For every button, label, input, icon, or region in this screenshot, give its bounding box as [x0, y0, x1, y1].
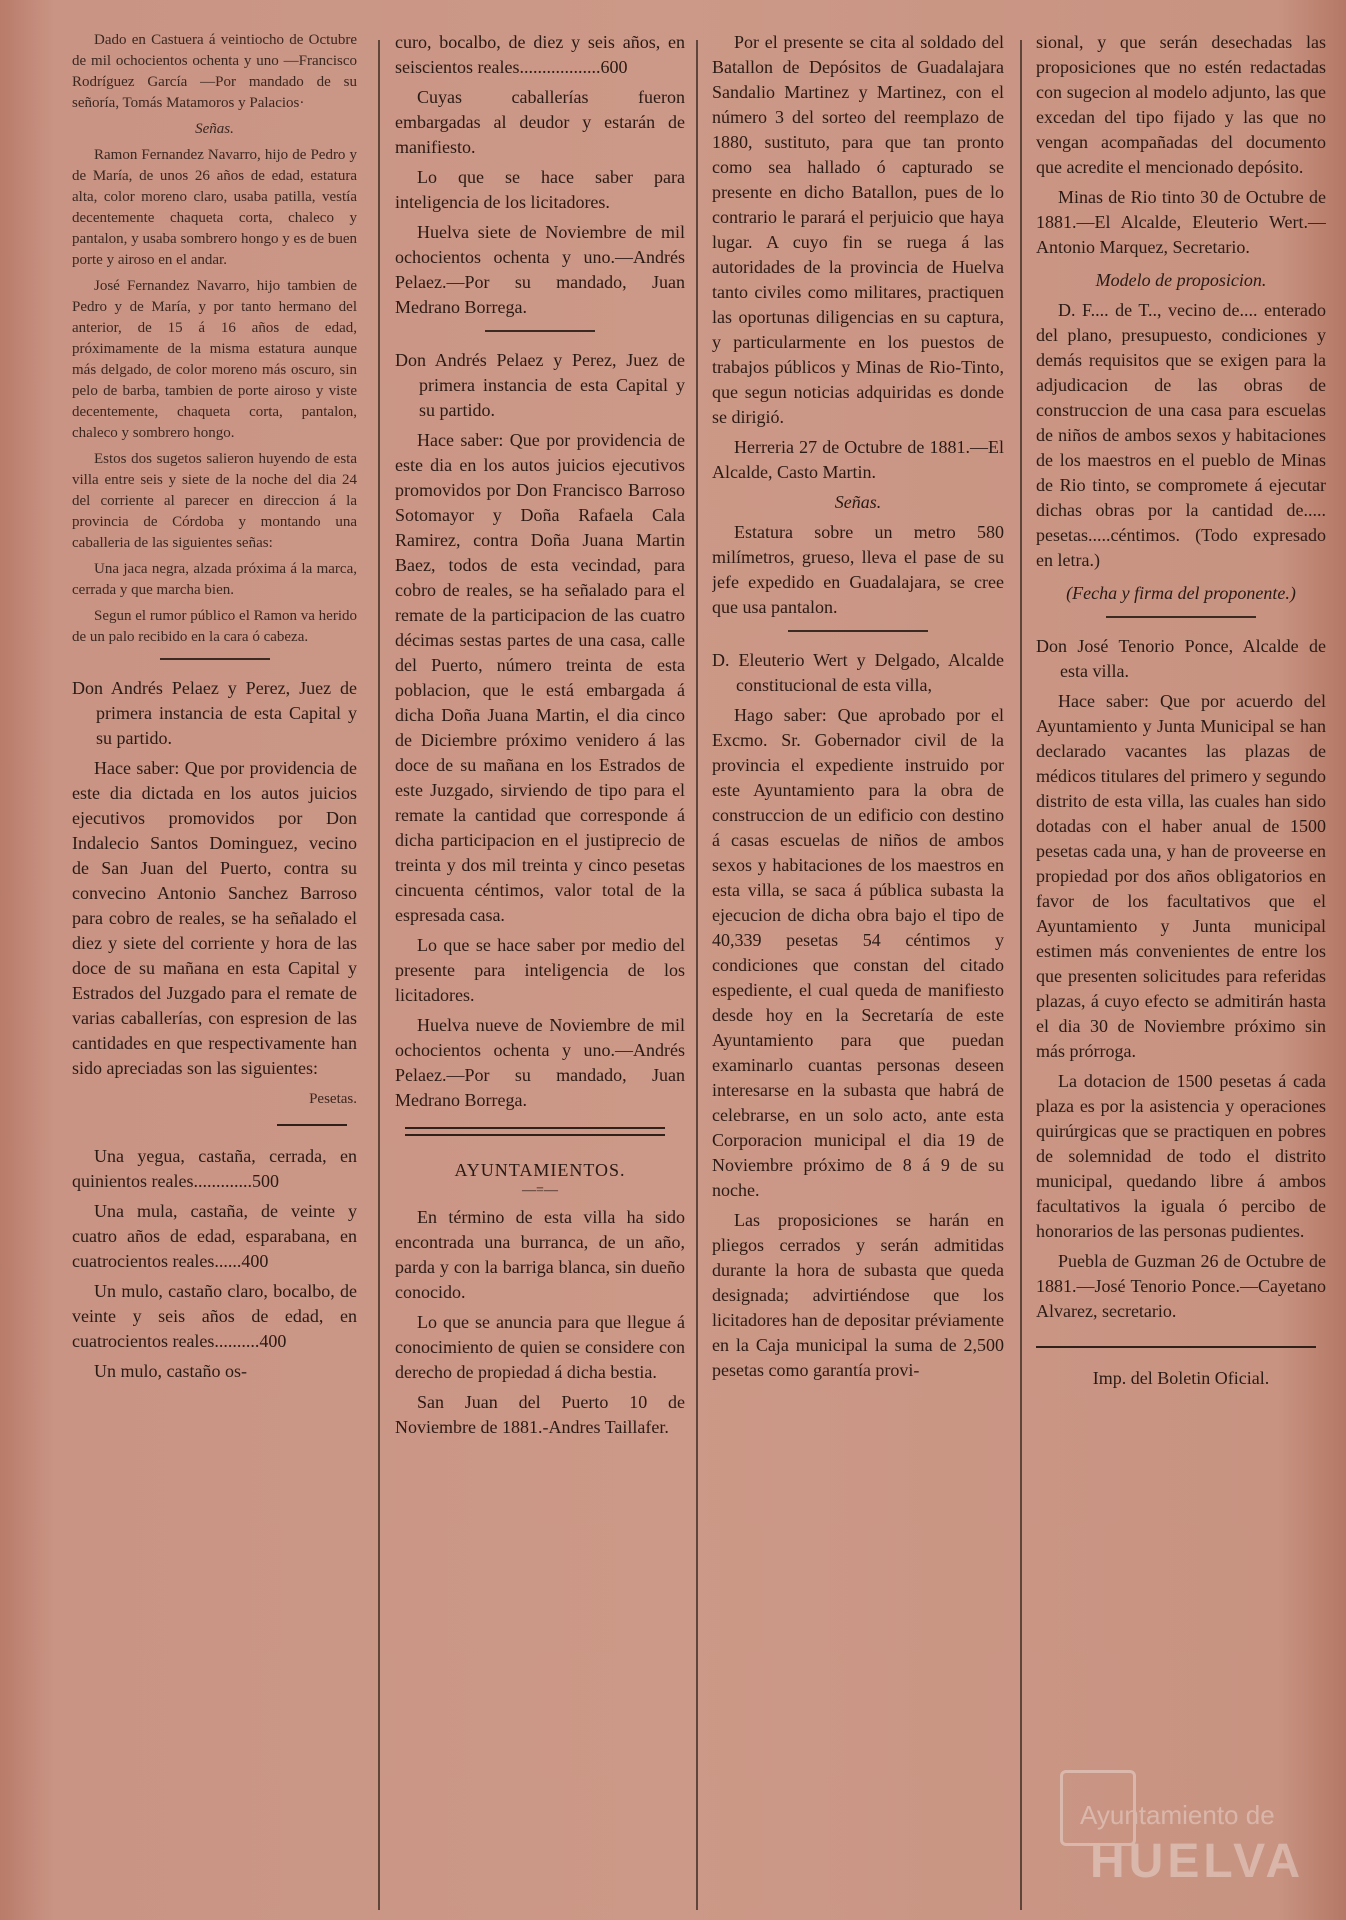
edict-body: Hace saber: Que por providencia de este dia dictada en los autos juicios ejecutivos promovidos por Don Indalecio Santos Dominguez, vecino de San Juan del Puerto, contra su convecino Antonio Sanchez Barroso para cobro de reales, se ha señalado el diez y siete del corriente y hora de las doce de su mañana en esta Capital y Estrados del Juzgado para el remate de varias caballerías, con espresion de las cantidades en que respectivamente han sido apreciadas son las siguientes: [72, 758, 357, 1078]
edict-body: Hace saber: Que por providencia de este dia en los autos juicios ejecutivos promovidos por Don Francisco Barroso Sotomayor y Doña Rafaela Cala Ramirez, contra Doña Juana Martin Baez, todos de esta vecindad, para cobro de reales, se ha señalado para el remate de la participacion de las cuatro décimas sestas partes de una casa, calle del Puerto, número treinta de esta poblacion, que le está embargada á dicha Doña Juana Martin, el dia cinco de Diciembre próximo venidero á las doce de su mañana en los Estrados de este Juzgado, sirviendo de tipo para el remate la cantidad que corresponde á dicha participacion en el justiprecio de treinta y dos mil treinta y cinco pesetas cincuenta céntimos, valor total de la espresada casa. [395, 430, 685, 925]
auction-item-3: Un mulo, castaño claro, bocalbo, de veinte y seis años de edad, en cuatrocientos reales..........400 [72, 1281, 357, 1351]
column-3 [712, 30, 1004, 1910]
decree-closing: Dado en Castuera á veintiocho de Octubre de mil ochocientos ochenta y uno —Francisco Rodríguez García —Por mandado de su señoría, Tomás Matamoros y Palacios· [72, 32, 357, 111]
column-divider [696, 40, 698, 1910]
column-1 [72, 30, 357, 1910]
column-divider [1020, 40, 1022, 1910]
dateline-signature: Herreria 27 de Octubre de 1881.—El Alcalde, Casto Martin. [712, 437, 1004, 482]
separator-double-rule [405, 1127, 665, 1136]
embargo-note: Cuyas caballerías fueron embargadas al deudor y estarán de manifiesto. [395, 87, 685, 157]
notice-purpose: Lo que se hace saber por medio del presente para inteligencia de los licitadores. [395, 935, 685, 1005]
separator-rule [788, 630, 928, 632]
edict-heading: Don Andrés Pelaez y Perez, Juez de primera instancia de esta Capital y su partido. [395, 350, 685, 420]
salary-notice: La dotacion de 1500 pesetas á cada plaza es por la asistencia y operaciones quirúrgicas que se practiquen en pobres de solemnidad de todo el distrito municipal, quedando libre á ambos facultativos la iguala ó percibo de honorarios de las personas pudientes. [1036, 1071, 1326, 1241]
notice-purpose: Lo que se anuncia para que llegue á conocimiento de quien se considere con derecho de propiedad á dicha bestia. [395, 1312, 685, 1382]
dateline-signature: Huelva nueve de Noviembre de mil ochocientos ochenta y uno.—Andrés Pelaez.—Por su mandado, Juan Medrano Borrega. [395, 1015, 685, 1110]
summons-notice: Por el presente se cita al soldado del Batallon de Depósitos de Guadalajara Sandalio Martinez y Martinez, con el número 3 del sorteo del reemplazo de 1880, sustituto, para que tan pronto como sea hallado ó capturado se presente en dicho Batallon, pues de lo contrario le parará el perjuicio que haya lugar. A cuyo fin se ruega á las autoridades de la provincia de Huelva tanto civiles como militares, practiquen las oportunas diligencias en su captura, y particularmente en los puestos de trabajos públicos y Minas de Rio-Tinto, que segun noticias adquiridas es donde se dirigió. [712, 32, 1004, 427]
proposals-conditions-continued: sional, y que serán desechadas las proposiciones que no estén redactadas con sugecion al modelo adjunto, las que excedan del tipo fijado y las que no vengan acompañadas del documento que acredite el mencionado depósito. [1036, 32, 1326, 177]
section-heading-senas: Señas. [195, 121, 234, 137]
auction-announcement: Hago saber: Que aprobado por el Excmo. Sr. Gobernador civil de la provincia el expediente instruido por este Ayuntamiento para la obra de construccion de un edificio con destino á casas escuelas de niños de ambos sexos y habitaciones de los maestros en esta villa, se saca á pública subasta la ejecucion de dicha obra bajo el tipo de 40,339 pesetas 54 céntimos y condiciones que constan del citado espediente, el cual queda de manifiesto desde hoy en la Secretaría de este Ayuntamiento para que puedan examinarlo cuantas personas deseen interesarse en la subasta que habrá de celebrarse, en un solo acto, ante esta Corporacion municipal el dia 19 de Noviembre próximo de 8 á 9 de su noche. [712, 705, 1004, 1200]
horse-description: Una jaca negra, alzada próxima á la marca, cerrada y que marcha bien. [72, 561, 357, 598]
archive-watermark [1060, 1770, 1320, 1910]
column-2 [395, 30, 685, 1910]
section-heading-modelo: Modelo de proposicion. [1095, 270, 1267, 290]
dateline-signature: Minas de Rio tinto 30 de Octubre de 1881.—El Alcalde, Eleuterio Wert.—Antonio Marquez, Secretario. [1036, 187, 1326, 257]
dateline-signature: Puebla de Guzman 26 de Octubre de 1881.—José Tenorio Ponce.—Cayetano Alvarez, secretario. [1036, 1251, 1326, 1321]
rumor-note: Segun el rumor público el Ramon va herido de un palo recibido en la cara ó cabeza. [72, 608, 357, 645]
column-divider [378, 40, 380, 1910]
printer-imprint: Imp. del Boletin Oficial. [1092, 1368, 1270, 1388]
dateline-signature: Huelva siete de Noviembre de mil ochocientos ochenta y uno.—Andrés Pelaez.—Por su mandado, Juan Medrano Borrega. [395, 222, 685, 317]
section-heading-ayuntamientos: AYUNTAMIENTOS. [454, 1160, 626, 1180]
watermark-line-1: Ayuntamiento de [1080, 1800, 1275, 1830]
auction-item-2: Una mula, castaña, de veinte y cuatro años de edad, esparabana, en cuatrocientos reales......400 [72, 1201, 357, 1271]
dateline-signature: San Juan del Puerto 10 de Noviembre de 1881.-Andres Taillafer. [395, 1392, 685, 1437]
pesetas-label: Pesetas. [309, 1091, 357, 1107]
proposal-model: D. F.... de T.., vecino de.... enterado del plano, presupuesto, condiciones y demás requisitos que se exigen para la adjudicacion de las obras de construccion de una casa para escuelas de niños de ambos sexos y habitaciones de los maestros en el pueblo de Minas de Rio tinto, se compromete á ejecutar dichas obras por la cantidad de..... pesetas.....céntimos. (Todo expresado en letra.) [1036, 300, 1326, 570]
description-jose: José Fernandez Navarro, hijo tambien de Pedro y de María, y por tanto hermano del anterior, de 15 á 16 años de edad, próximamente de la misma estatura aunque más delgado, de color moreno más oscuro, sin pelo de barba, tambien de porte airoso y viste decentemente, chaqueta corta, pantalon, chaleco y sombrero hongo. [72, 278, 357, 441]
heading-ornament: —=— [522, 1183, 558, 1198]
section-heading-senas: Señas. [834, 492, 882, 512]
vacancy-notice: Hace saber: Que por acuerdo del Ayuntamiento y Junta Municipal se han declarado vacantes las plazas de médicos titulares del primero y segundo distrito de esta villa, las cuales han sido dotadas con el haber anual de 1500 pesetas cada una, y han de proveerse en propiedad por dos años obligatorios en favor de los facultativos que el Ayuntamiento y Junta municipal estimen más convenientes de entre los que presenten solicitudes para referidas plazas, á cuyo efecto se admitirán hasta el dia 30 de Noviembre próximo sin más prórroga. [1036, 691, 1326, 1061]
edict-heading: Don Andrés Pelaez y Perez, Juez de primera instancia de esta Capital y su partido. [72, 678, 357, 748]
notice-purpose: Lo que se hace saber para inteligencia de los licitadores. [395, 167, 685, 212]
watermark-line-2: HUELVA [1090, 1835, 1305, 1888]
found-animal-notice: En término de esta villa ha sido encontrada una burranca, de un año, parda y con la barriga blanca, sin dueño conocido. [395, 1207, 685, 1302]
separator-rule [277, 1124, 347, 1126]
description-ramon: Ramon Fernandez Navarro, hijo de Pedro y de María, de unos 26 años de edad, estatura alta, color moreno claro, usaba patilla, vestía decentemente chaqueta corta, chaleco y pantalon, y usaba sombrero hongo y es de buen porte y airoso en el andar. [72, 147, 357, 268]
flight-notice: Estos dos sugetos salieron huyendo de esta villa entre seis y siete de la noche del dia 24 del corriente al parecer en direccion á la provincia de Córdoba y montando una caballeria de las siguientes señas: [72, 451, 357, 551]
edict-heading: D. Eleuterio Wert y Delgado, Alcalde constitucional de esta villa, [712, 650, 1004, 695]
separator-rule [1106, 616, 1256, 618]
separator-rule [160, 658, 270, 660]
auction-item-continued: curo, bocalbo, de diez y seis años, en seiscientos reales..................600 [395, 32, 685, 77]
column-4 [1036, 30, 1326, 1910]
auction-item-1: Una yegua, castaña, cerrada, en quinientos reales.............500 [72, 1146, 357, 1191]
edict-heading: Don José Tenorio Ponce, Alcalde de esta villa. [1036, 636, 1326, 681]
auction-item-4: Un mulo, castaño os- [94, 1361, 247, 1381]
soldier-description: Estatura sobre un metro 580 milímetros, grueso, lleva el pase de su jefe expedido en Guadalajara, se cree que usa pantalon. [712, 522, 1004, 617]
separator-rule [1036, 1346, 1316, 1348]
separator-rule [485, 330, 595, 332]
proposals-conditions: Las proposiciones se harán en pliegos cerrados y serán admitidas durante la hora de subasta que queda designada; advirtiéndose que los licitadores han de depositar préviamente en la Caja municipal la suma de 2,500 pesetas como garantía provi- [712, 1210, 1004, 1380]
signature-line: (Fecha y firma del proponente.) [1066, 583, 1296, 603]
